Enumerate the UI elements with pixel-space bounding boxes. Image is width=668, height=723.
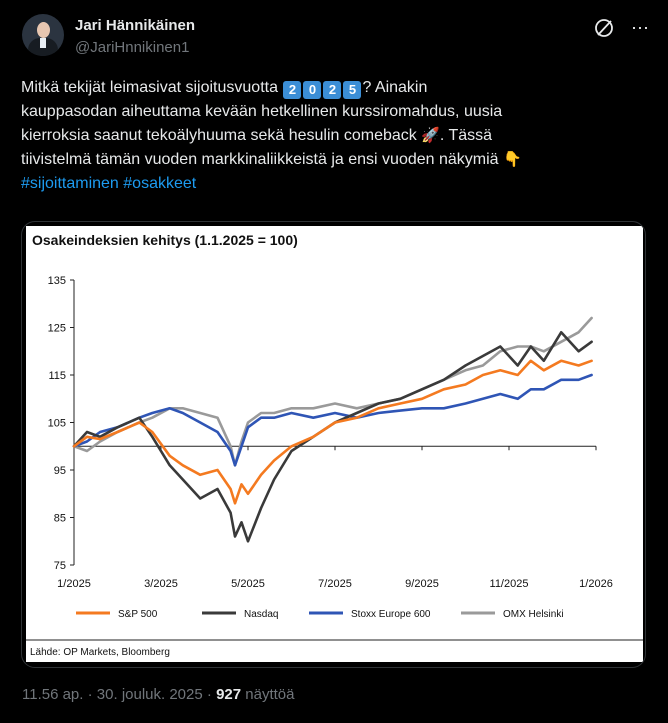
pointing-down-icon: 👇 bbox=[503, 151, 522, 168]
line-chart bbox=[26, 226, 643, 662]
x-tick-label: 7/2025 bbox=[318, 578, 352, 590]
keycap-digit: 2 bbox=[323, 81, 341, 99]
author-handle[interactable]: @JariHnnikinen1 bbox=[75, 39, 190, 56]
hashtag-link[interactable]: #osakkeet bbox=[123, 175, 197, 192]
x-tick-label: 1/2025 bbox=[57, 578, 91, 590]
keycap-digit: 0 bbox=[303, 81, 321, 99]
grok-icon[interactable] bbox=[591, 15, 617, 41]
series-line-s-p-500 bbox=[74, 361, 592, 504]
keycap-digit: 2 bbox=[283, 81, 301, 99]
y-tick-label: 95 bbox=[53, 465, 66, 477]
chart-image[interactable] bbox=[21, 221, 646, 668]
tweet-meta bbox=[22, 686, 294, 703]
series-line-omx-helsinki bbox=[74, 318, 592, 465]
view-count: 927 bbox=[216, 686, 242, 703]
tweet-time[interactable]: 11.56 ap. bbox=[22, 686, 84, 703]
tweet-date[interactable]: 30. jouluk. 2025 bbox=[96, 686, 203, 703]
chart-canvas bbox=[26, 226, 643, 662]
y-tick-label: 125 bbox=[47, 322, 66, 335]
avatar-head bbox=[37, 22, 50, 38]
avatar-shirt bbox=[40, 38, 46, 48]
tweet-text-part: ? Ainakin bbox=[362, 79, 428, 96]
tweet-text bbox=[21, 76, 649, 196]
tweet-line-3 bbox=[21, 124, 649, 148]
keycap-digit: 5 bbox=[343, 81, 361, 99]
tweet-text-part: tiivistelmä tämän vuoden markkinaliikkeistä ja ensi vuoden näkymiä bbox=[21, 151, 499, 168]
tweet-line-2: kauppasodan aiheuttama kevään hetkellinen kurssiromahdus, uusia bbox=[21, 103, 503, 120]
y-tick-label: 115 bbox=[48, 370, 66, 382]
y-tick-label: 75 bbox=[53, 560, 66, 572]
series-line-stoxx-europe-600 bbox=[74, 375, 592, 465]
tweet-line-4 bbox=[21, 148, 649, 172]
x-tick-label: 9/2025 bbox=[405, 578, 439, 590]
tweet-text-part: Mitkä tekijät leimasivat sijoitusvuotta bbox=[21, 79, 278, 96]
hashtag-link[interactable]: #sijoittaminen bbox=[21, 175, 119, 192]
x-tick-label: 5/2025 bbox=[231, 578, 265, 590]
y-tick-label: 135 bbox=[47, 275, 66, 287]
tweet-actions bbox=[591, 15, 653, 41]
x-tick-label: 1/2026 bbox=[579, 578, 613, 590]
tweet-line-5 bbox=[21, 172, 649, 196]
y-tick-label: 85 bbox=[53, 512, 66, 525]
views-label: näyttöä bbox=[245, 686, 295, 703]
tweet-text-part: kierroksia saanut tekoälyhuuma sekä hesulin comeback bbox=[21, 127, 417, 144]
series-line-nasdaq bbox=[74, 332, 592, 541]
avatar[interactable] bbox=[22, 14, 64, 56]
legend-label: Nasdaq bbox=[244, 609, 279, 620]
meta-separator: · bbox=[206, 686, 212, 703]
x-tick-label: 11/2025 bbox=[489, 578, 529, 590]
legend-label: Stoxx Europe 600 bbox=[351, 609, 431, 620]
legend-label: S&P 500 bbox=[118, 609, 158, 620]
more-icon[interactable]: ⋯ bbox=[631, 18, 649, 38]
chart-source: Lähde: OP Markets, Bloomberg bbox=[30, 647, 170, 658]
legend-label: OMX Helsinki bbox=[503, 609, 564, 620]
chart-title: Osakeindeksien kehitys (1.1.2025 = 100) bbox=[32, 232, 298, 248]
tweet-text-part: . Tässä bbox=[439, 127, 493, 144]
x-tick-label: 3/2025 bbox=[144, 578, 178, 590]
y-tick-label: 105 bbox=[47, 417, 66, 430]
tweet-line-1 bbox=[21, 76, 649, 100]
rocket-icon: 🚀 bbox=[421, 127, 440, 144]
meta-separator: · bbox=[87, 686, 93, 703]
author-name[interactable]: Jari Hännikäinen bbox=[75, 17, 196, 34]
